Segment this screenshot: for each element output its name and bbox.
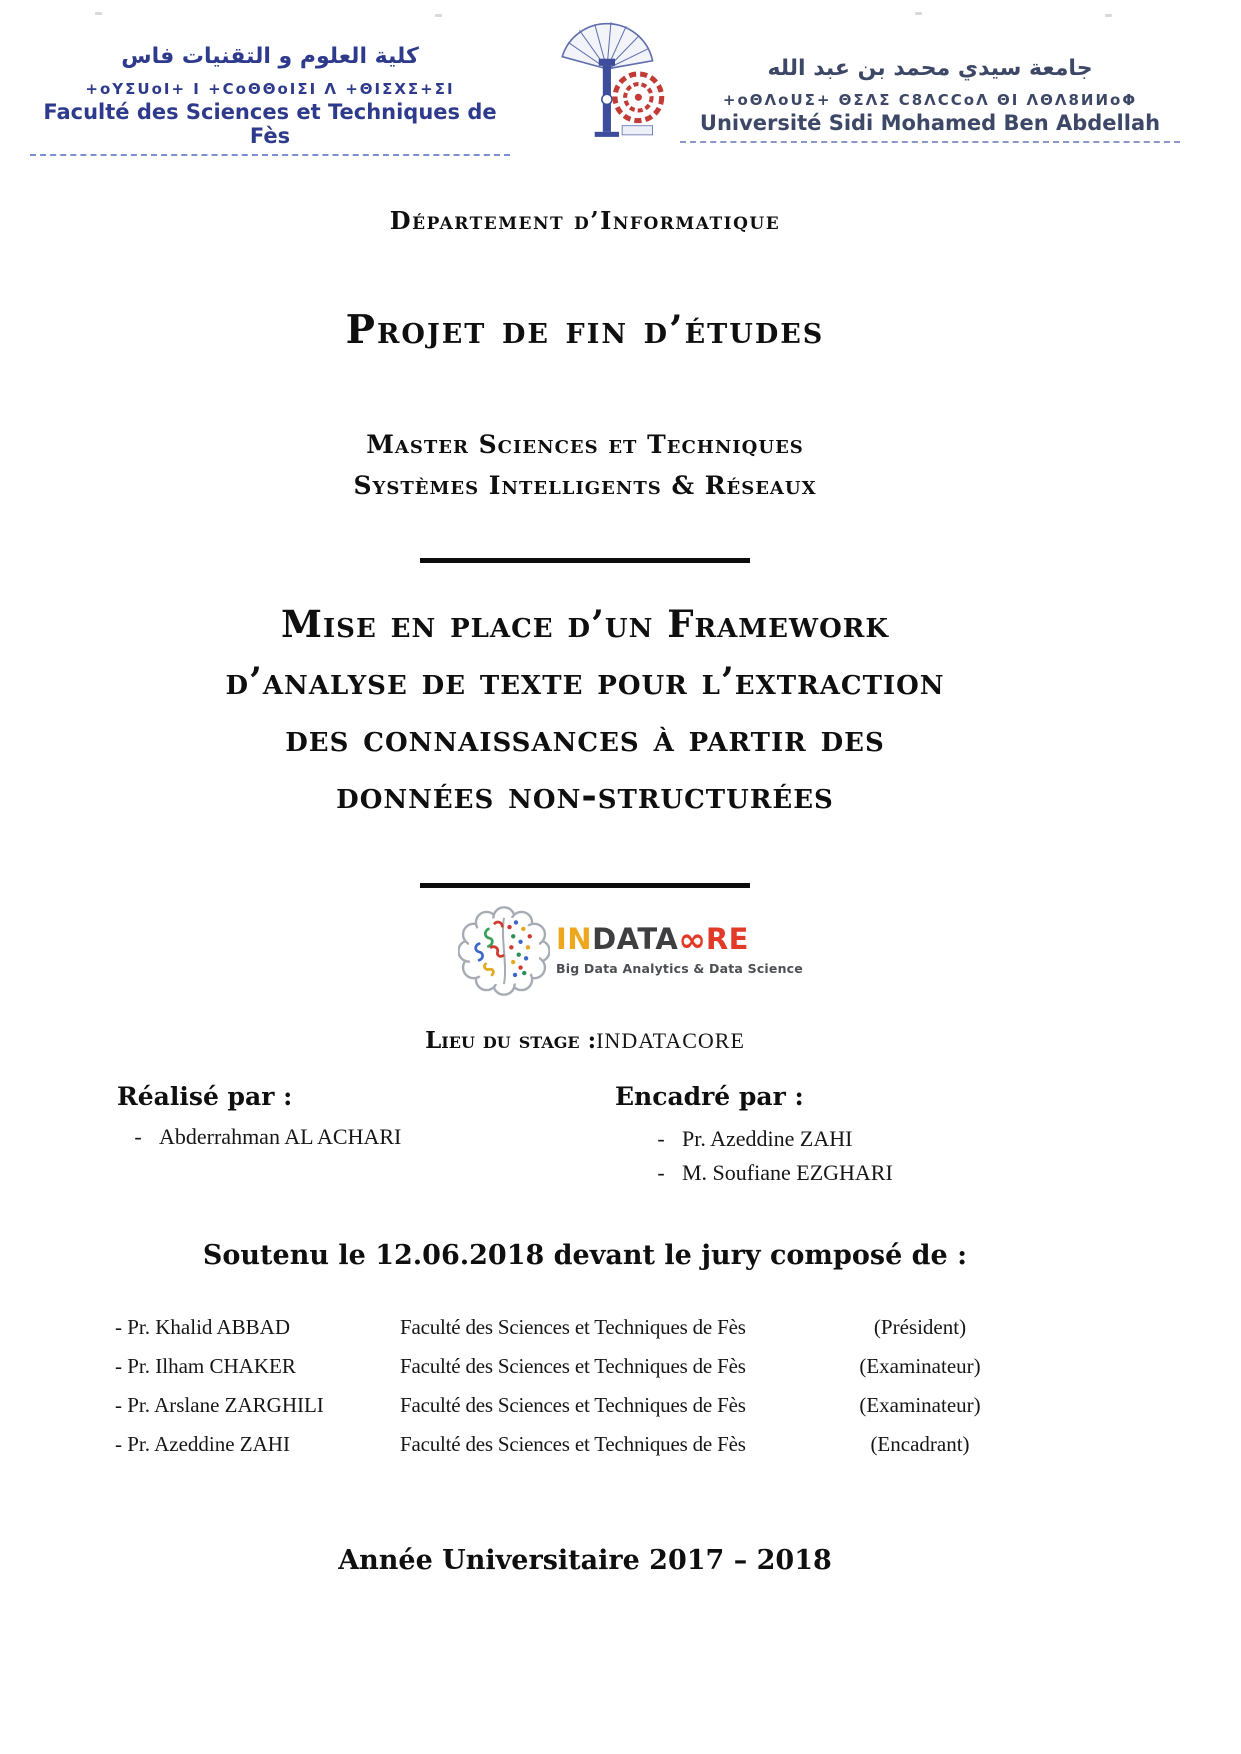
author-item bbox=[117, 1120, 401, 1154]
jury-row bbox=[115, 1425, 995, 1464]
internship-value: INDATACORE bbox=[596, 1028, 745, 1053]
supervisor-name: M. Soufiane EZGHARI bbox=[682, 1160, 893, 1185]
jury-member-name: - Pr. Azeddine ZAHI bbox=[115, 1432, 290, 1456]
university-name-tifinagh: +oΘΛoUΣ+ ΘΣΛΣ C8ΛCCoΛ ΘI ΛΘΛ8ИИoΦ bbox=[722, 91, 1138, 109]
faculty-name-tifinagh: +oYΣUoI+ I +CoΘΘoIΣI Λ +ΘIΣXΣ+ΣI bbox=[85, 80, 455, 98]
internship-line bbox=[0, 1027, 1170, 1054]
university-header-block bbox=[680, 56, 1180, 143]
jury-member-affiliation: Faculté des Sciences et Techniques de Fès bbox=[400, 1393, 746, 1417]
thesis-title-line-1: Mise en place d’un Framework bbox=[281, 602, 889, 646]
jury-member-role: (Encadrant) bbox=[870, 1432, 970, 1456]
university-crest-logo bbox=[556, 12, 672, 144]
thesis-title-line-2: d’analyse de texte pour l’extraction bbox=[225, 659, 945, 703]
company-wordmark bbox=[556, 920, 803, 976]
encadre-par-heading: Encadré par : bbox=[615, 1082, 804, 1111]
university-crest-icon bbox=[556, 12, 672, 144]
internship-label: Lieu du stage : bbox=[425, 1027, 597, 1054]
thesis-title bbox=[0, 596, 1170, 824]
list-dash: - bbox=[657, 1160, 665, 1185]
faculty-name-latin: Faculté des Sciences et Techniques de Fès bbox=[43, 100, 497, 148]
company-name-re: RE bbox=[705, 922, 749, 956]
scan-artifact bbox=[95, 12, 102, 15]
scan-artifact bbox=[1105, 14, 1112, 17]
jury-row bbox=[115, 1308, 995, 1347]
list-dash: - bbox=[134, 1124, 142, 1149]
faculty-name-arabic: كلية العلوم و التقنيات فاس bbox=[121, 44, 419, 69]
university-name-latin: Université Sidi Mohamed Ben Abdellah bbox=[699, 111, 1161, 135]
brain-logo-icon bbox=[458, 904, 550, 998]
scan-artifact bbox=[435, 14, 442, 17]
decorative-dashed-rule bbox=[680, 141, 1180, 143]
document-type-title: Projet de fin d’études bbox=[345, 307, 825, 353]
realise-par-heading: Réalisé par : bbox=[117, 1082, 293, 1111]
jury-member-affiliation: Faculté des Sciences et Techniques de Fès bbox=[400, 1354, 746, 1378]
jury-table bbox=[115, 1308, 995, 1464]
department-title: Département d’Informatique bbox=[389, 206, 781, 235]
supervisor-item bbox=[640, 1156, 893, 1190]
jury-member-affiliation: Faculté des Sciences et Techniques de Fès bbox=[400, 1432, 746, 1456]
jury-member-name: - Pr. Ilham CHAKER bbox=[115, 1354, 296, 1378]
divider-top bbox=[0, 558, 1170, 563]
program-line-1: Master Sciences et Techniques bbox=[366, 430, 804, 459]
divider-bottom bbox=[0, 883, 1170, 888]
company-name-data: DATA bbox=[592, 922, 679, 956]
jury-heading: Soutenu le 12.06.2018 devant le jury composé de : bbox=[202, 1240, 968, 1271]
jury-member-role: (Examinateur) bbox=[859, 1354, 981, 1378]
scan-artifact bbox=[915, 12, 922, 15]
supervisor-item bbox=[640, 1122, 893, 1156]
program-block bbox=[0, 424, 1170, 506]
company-name-in: IN bbox=[556, 922, 593, 956]
program-line-2: Systèmes Intelligents & Réseaux bbox=[353, 471, 817, 500]
jury-member-role: (Examinateur) bbox=[859, 1393, 981, 1417]
author-name: Abderrahman AL ACHARI bbox=[159, 1124, 402, 1149]
university-name-arabic: جامعة سيدي محمد بن عبد الله bbox=[767, 56, 1093, 81]
decorative-dashed-rule bbox=[30, 154, 510, 156]
jury-member-affiliation: Faculté des Sciences et Techniques de Fès bbox=[400, 1315, 746, 1339]
brain-icon bbox=[458, 904, 550, 998]
supervisor-name: Pr. Azeddine ZAHI bbox=[682, 1126, 853, 1151]
thesis-title-line-3: des connaissances à partir des bbox=[285, 716, 885, 760]
jury-member-role: (Président) bbox=[873, 1315, 967, 1339]
faculty-header-block bbox=[30, 44, 510, 156]
thesis-title-line-4: données non-structurées bbox=[336, 773, 834, 817]
list-dash: - bbox=[657, 1126, 665, 1151]
company-tagline: Big Data Analytics & Data Science bbox=[556, 961, 803, 976]
academic-year: Année Universitaire 2017 – 2018 bbox=[338, 1545, 832, 1576]
supervisor-list bbox=[640, 1122, 893, 1190]
jury-member-name: - Pr. Khalid ABBAD bbox=[115, 1315, 291, 1339]
jury-member-name: - Pr. Arslane ZARGHILI bbox=[115, 1393, 324, 1417]
company-name bbox=[556, 920, 803, 959]
jury-row bbox=[115, 1347, 995, 1386]
jury-row bbox=[115, 1386, 995, 1425]
infinity-icon: ∞ bbox=[678, 920, 706, 959]
